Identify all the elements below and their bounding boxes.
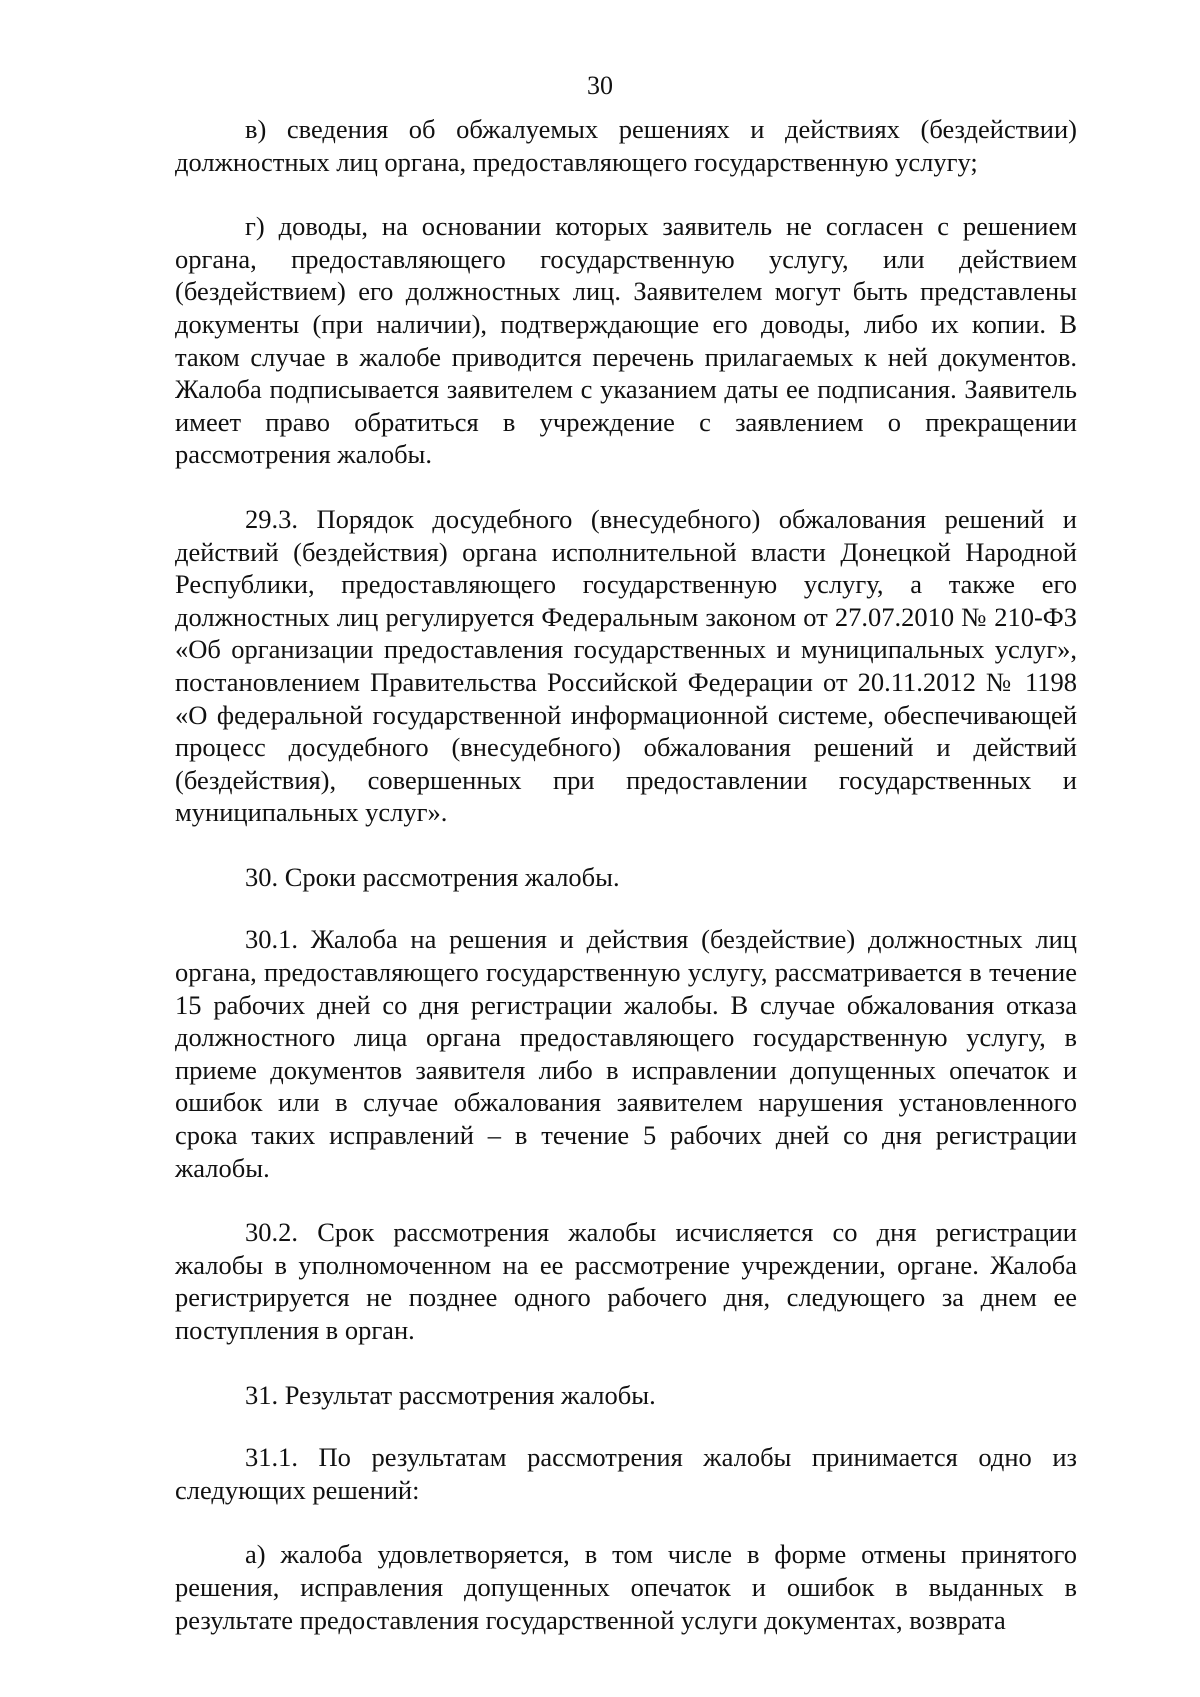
document-body [175, 113, 1077, 1668]
paragraph-g-arguments: г) доводы, на основании которых заявитель не согласен с решением органа, предоставляющего государственную услугу, или действием (бездействием) его должностных лиц. Заявителем могут быть представлены документы (при наличии), подтверждающие его доводы, либо их копии. В таком случае в жалобе приводится перечень прилагаемых к ней документов. Жалоба подписывается заявителем с указанием даты ее подписания. Заявитель имеет право обратиться в учреждение с заявлением о прекращении рассмотрения жалобы. [175, 211, 1077, 470]
paragraph-30-1-review-period: 30.1. Жалоба на решения и действия (бездействие) должностных лиц органа, предоставляющего государственную услугу, рассматривается в течение 15 рабочих дней со дня регистрации жалобы. В случае обжалования отказа должностного лица органа предоставляющего государственную услугу, в приеме документов заявителя либо в исправлении допущенных опечаток и ошибок или в случае обжалования заявителем нарушения установленного срока таких исправлений – в течение 5 рабочих дней со дня регистрации жалобы. [175, 924, 1077, 1183]
paragraph-v-appeal-details: в) сведения об обжалуемых решениях и действиях (бездействии) должностных лиц органа, предоставляющего государственную услугу; [175, 114, 1077, 177]
heading-30-review-terms: 30. Сроки рассмотрения жалобы. [245, 861, 620, 892]
heading-31-review-result: 31. Результат рассмотрения жалобы. [245, 1379, 656, 1410]
paragraph-31-1-decisions: 31.1. По результатам рассмотрения жалобы принимается одно из следующих решений: [175, 1442, 1077, 1505]
paragraph-29-3-procedure: 29.3. Порядок досудебного (внесудебного) обжалования решений и действий (бездействия) органа исполнительной власти Донецкой Народной Республики, предоставляющего государственную услугу, а также его должностных лиц регулируется Федеральным законом от 27.07.2010 № 210-ФЗ «Об организации предоставления государственных и муниципальных услуг», постановлением Правительства Российской Федерации от 20.11.2012 № 1198 «О федеральной государственной информационной системе, обеспечивающей процесс досудебного (внесудебного) обжалования решений и действий (бездействия), совершенных при предоставлении государственных и муниципальных услуг». [175, 503, 1077, 828]
paragraph-30-2-registration: 30.2. Срок рассмотрения жалобы исчисляется со дня регистрации жалобы в уполномоченном на ее рассмотрение учреждении, органе. Жалоба регистрируется не позднее одного рабочего дня, следующего за днем ее поступления в орган. [175, 1217, 1077, 1345]
page-number: 30 [587, 71, 613, 100]
paragraph-a-complaint-satisfied: а) жалоба удовлетворяется, в том числе в форме отмены принятого решения, исправления допущенных опечаток и ошибок в выданных в результате предоставления государственной услуги документах, возврата [175, 1539, 1077, 1635]
